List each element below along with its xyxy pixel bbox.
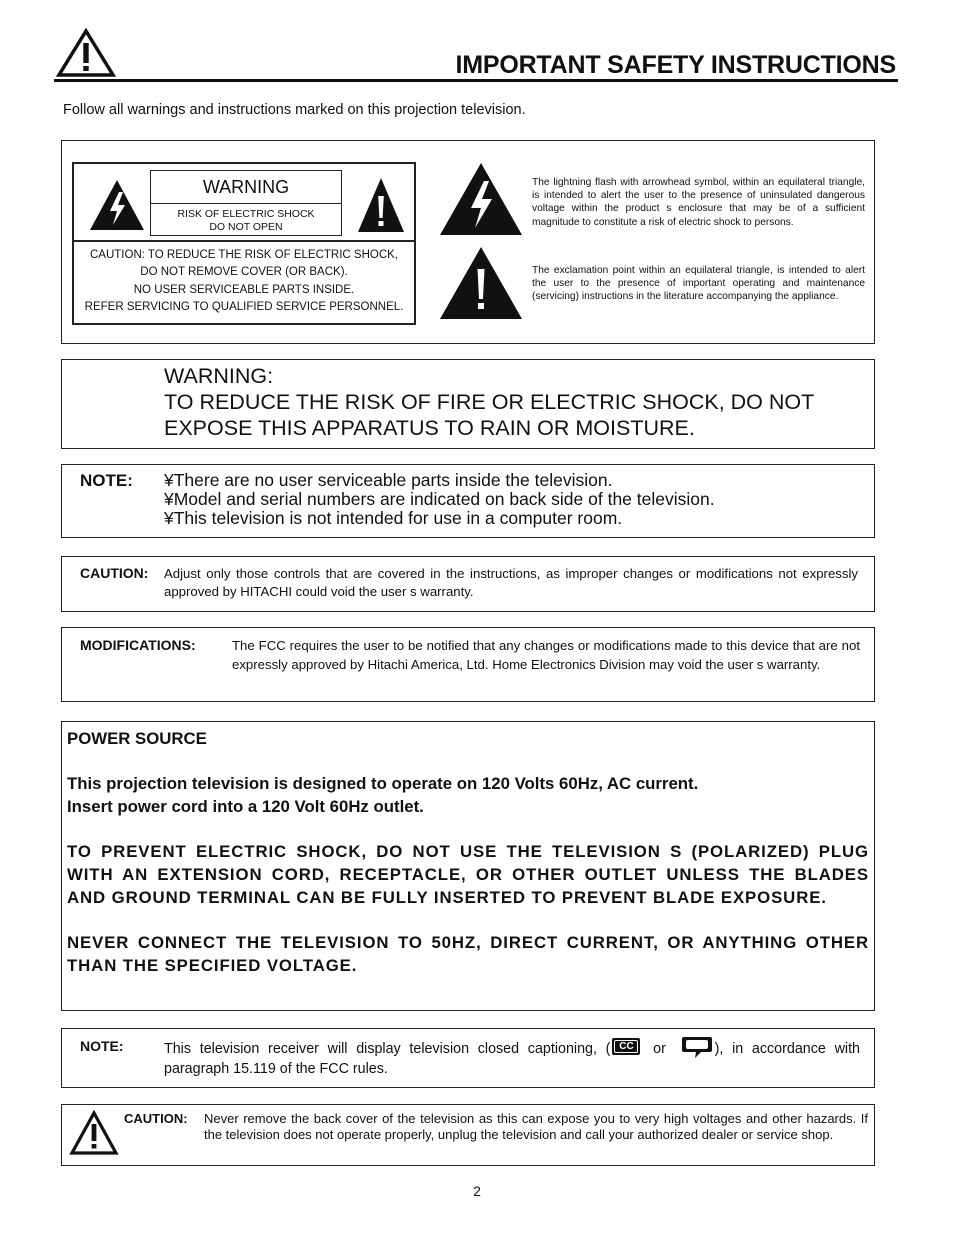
- label-caption-divider: [72, 240, 416, 242]
- note-list: [164, 471, 715, 528]
- warning-triangle-outline-icon: [69, 1110, 119, 1156]
- caution-label: CAUTION:: [80, 565, 149, 581]
- caution-box: [61, 556, 875, 612]
- closed-caption-note-text: [164, 1035, 860, 1079]
- lightning-triangle-icon: [438, 161, 524, 237]
- label-warning-title: WARNING: [202, 177, 290, 197]
- caption-bubble-icon: [681, 1035, 713, 1059]
- caution-label: CAUTION:: [124, 1111, 188, 1126]
- warning-line-1: WARNING:: [164, 364, 274, 388]
- warning-text: [164, 363, 814, 441]
- note-label: NOTE:: [80, 1038, 124, 1054]
- page-title: IMPORTANT SAFETY INSTRUCTIONS: [455, 51, 896, 79]
- power-source-heading: POWER SOURCE: [67, 729, 207, 748]
- label-risk-line-1: RISK OF ELECTRIC SHOCK: [177, 208, 315, 220]
- label-caution-line-1: CAUTION: TO REDUCE THE RISK OF ELECTRIC SHOCK,: [90, 249, 398, 261]
- power-source-content: [67, 728, 869, 1000]
- exclamation-symbol-description: The exclamation point within an equilateral triangle, is intended to alert the user to the presence of important operating and maintenance (servicing) instructions in the literature accompanying the appliance.: [532, 265, 865, 303]
- label-divider: [151, 203, 341, 204]
- symbol-explanation-panel: [61, 140, 875, 344]
- note-text-part: or: [644, 1041, 675, 1057]
- caution-label-graphic: [72, 162, 416, 325]
- power-source-paragraph-2: TO PREVENT ELECTRIC SHOCK, DO NOT USE THE TELEVISION S (POLARIZED) PLUG WITH AN EXTENSION CORD, RECEPTACLE, OR OTHER OUTLET UNLESS THE BLADES AND GROUND TERMINAL CAN BE FULLY INSERTED TO PREVENT BLADE EXPOSURE.: [67, 842, 869, 907]
- caution-box: [61, 1104, 875, 1166]
- list-item: ¥This television is not intended for use in a computer room.: [164, 508, 623, 528]
- label-warning-box: [150, 170, 342, 236]
- label-caution-line-3: NO USER SERVICEABLE PARTS INSIDE.: [133, 284, 355, 296]
- list-item: ¥There are no user serviceable parts inside the television.: [164, 470, 613, 490]
- modifications-text: The FCC requires the user to be notified that any changes or modifications made to this device that are not expressly approved by Hitachi America, Ltd. Home Electronics Division may void the user s warranty.: [232, 638, 860, 673]
- warning-line-3: EXPOSE THIS APPARATUS TO RAIN OR MOISTURE.: [164, 416, 695, 440]
- closed-caption-note-box: [61, 1028, 875, 1088]
- header-rule: [54, 79, 898, 82]
- warning-triangle-outline-icon: [56, 28, 116, 78]
- lightning-symbol-description: The lightning flash with arrowhead symbol, within an equilateral triangle, is intended to alert the user to the presence of uninsulated dangerous voltage within the product s enclosure that may be of a sufficient magnitude to constitute a risk of electric shock to persons.: [532, 177, 865, 228]
- power-source-line-2: Insert power cord into a 120 Volt 60Hz outlet.: [67, 797, 424, 817]
- exclamation-triangle-icon: [438, 245, 524, 321]
- power-source-paragraph-1: [67, 773, 869, 818]
- note-text-part: This television receiver will display television closed captioning, (: [164, 1041, 611, 1057]
- modifications-box: [61, 627, 875, 702]
- exclamation-triangle-icon: [356, 176, 406, 234]
- list-item: ¥Model and serial numbers are indicated on back side of the television.: [164, 489, 715, 509]
- note-text-part: ), in accordance with paragraph 15.119 of the FCC rules.: [164, 1041, 860, 1077]
- power-source-line-1: This projection television is designed to operate on 120 Volts 60Hz, AC current.: [67, 774, 699, 794]
- caution-text: Adjust only those controls that are covered in the instructions, as improper changes or modifications not expressly approved by HITACHI could void the user s warranty.: [164, 566, 858, 599]
- warning-box: [61, 359, 875, 449]
- note-label: NOTE:: [80, 471, 133, 490]
- label-risk-line-2: DO NOT OPEN: [209, 221, 283, 233]
- power-source-box: [61, 721, 875, 1011]
- closed-caption-icon: [612, 1038, 640, 1055]
- intro-text: Follow all warnings and instructions marked on this projection television.: [63, 102, 526, 118]
- label-caution-line-4: REFER SERVICING TO QUALIFIED SERVICE PERSONNEL.: [84, 301, 404, 313]
- label-caution-line-2: DO NOT REMOVE COVER (OR BACK).: [140, 266, 348, 278]
- modifications-label: MODIFICATIONS:: [80, 637, 196, 653]
- power-source-paragraph-3: NEVER CONNECT THE TELEVISION TO 50HZ, DIRECT CURRENT, OR ANYTHING OTHER THAN THE SPECIFIED VOLTAGE.: [67, 933, 869, 975]
- cc-icon-label: CC: [614, 1040, 638, 1053]
- page-number: 2: [473, 1183, 481, 1199]
- note-box: [61, 464, 875, 538]
- caution-text: Never remove the back cover of the television as this can expose you to very high voltages and other hazards. If the television does not operate properly, unplug the television and call your authorized dealer or service shop.: [204, 1111, 868, 1142]
- lightning-triangle-icon: [88, 178, 146, 232]
- warning-line-2: TO REDUCE THE RISK OF FIRE OR ELECTRIC SHOCK, DO NOT: [164, 390, 815, 414]
